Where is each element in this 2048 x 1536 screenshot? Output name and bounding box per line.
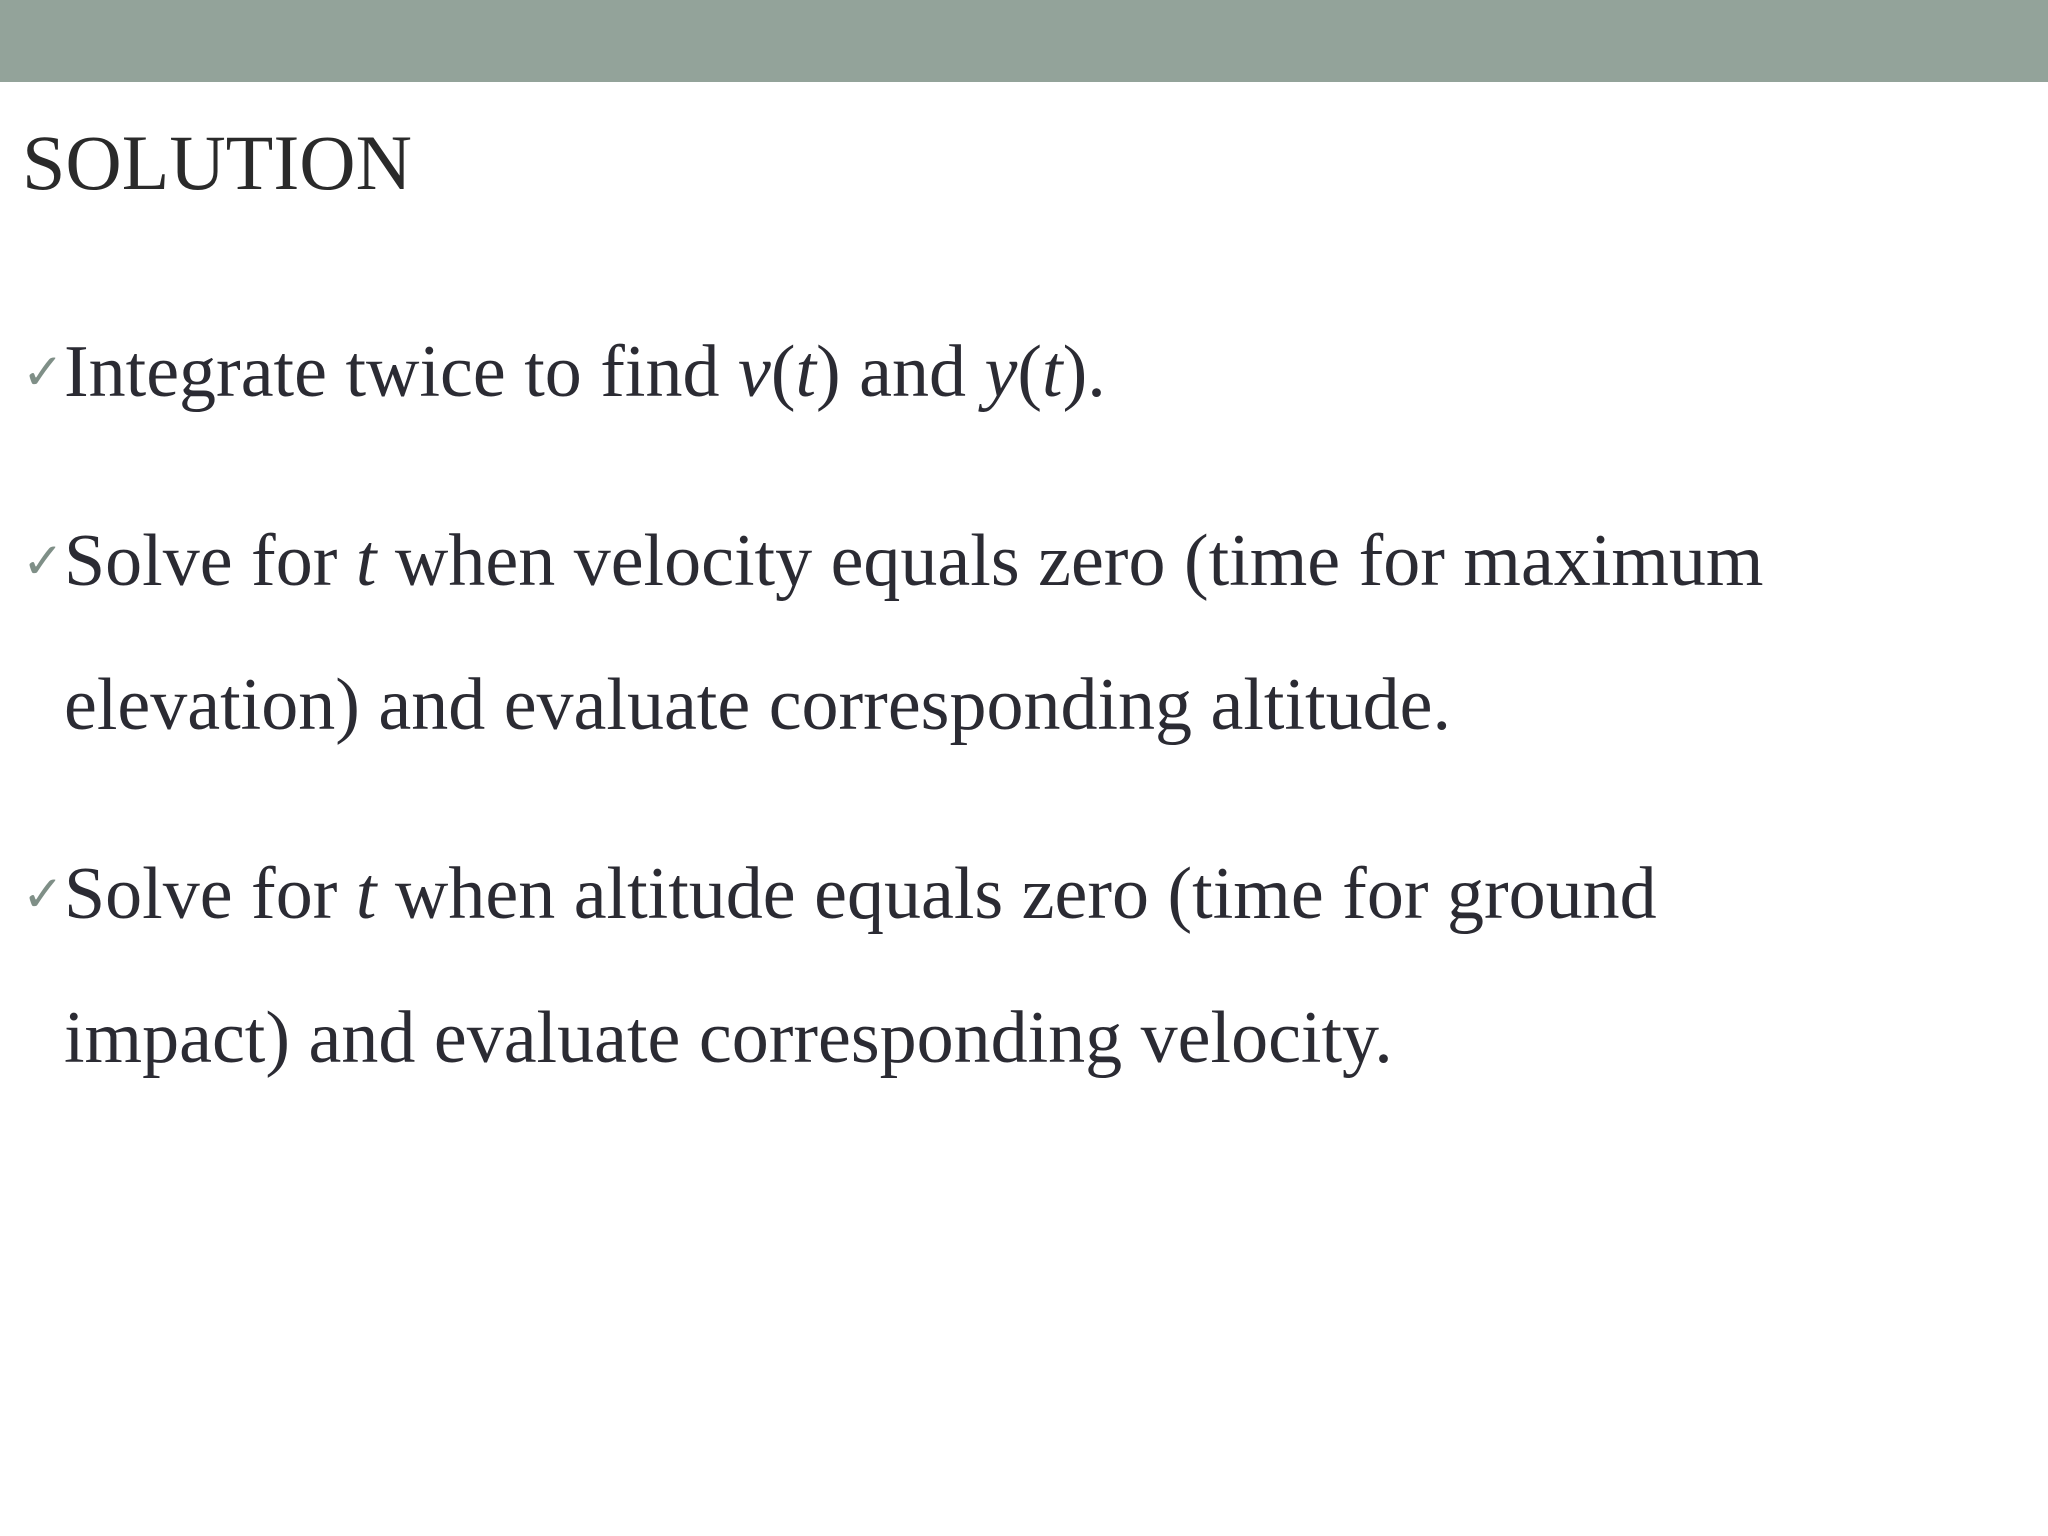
checkmark-icon: ✓	[22, 532, 64, 590]
bullet-list	[22, 300, 2012, 1155]
bullet-text-italic: y	[984, 331, 1018, 413]
bullet-text-italic: t	[355, 520, 377, 602]
bullet-text-italic: t	[795, 331, 817, 413]
bullet-text-segment: when altitude equals zero (time for ground	[376, 853, 1657, 935]
bullet-text-segment: ).	[1062, 331, 1106, 413]
checkmark-icon: ✓	[22, 343, 64, 401]
bullet-text-segment: when velocity equals zero (time for maximum	[376, 520, 1764, 602]
bullet-text-segment: Integrate twice to find	[64, 331, 738, 413]
bullet-text-segment: (	[770, 331, 796, 413]
bullet-text-italic: t	[355, 853, 377, 935]
bullet-item	[22, 822, 2012, 1110]
slide-title: SOLUTION	[22, 119, 412, 206]
bullet-item	[22, 489, 2012, 777]
bullet-continuation-line: impact) and evaluate corresponding velocity.	[64, 997, 1393, 1079]
bullet-text-italic: v	[737, 331, 771, 413]
bullet-first-line	[64, 520, 1764, 602]
bullet-text-segment: ) and	[816, 331, 985, 413]
bullet-first-line	[64, 853, 1657, 935]
bullet-text-italic: t	[1042, 331, 1063, 413]
bullet-continuation-line: elevation) and evaluate corresponding altitude.	[64, 664, 1451, 746]
bullet-item	[22, 300, 2012, 444]
bullet-text-segment: Solve for	[64, 520, 356, 602]
bullet-text-segment: (	[1017, 331, 1043, 413]
checkmark-icon: ✓	[22, 865, 64, 923]
bullet-text-segment: Solve for	[64, 853, 356, 935]
header-accent-bar	[0, 0, 2048, 82]
